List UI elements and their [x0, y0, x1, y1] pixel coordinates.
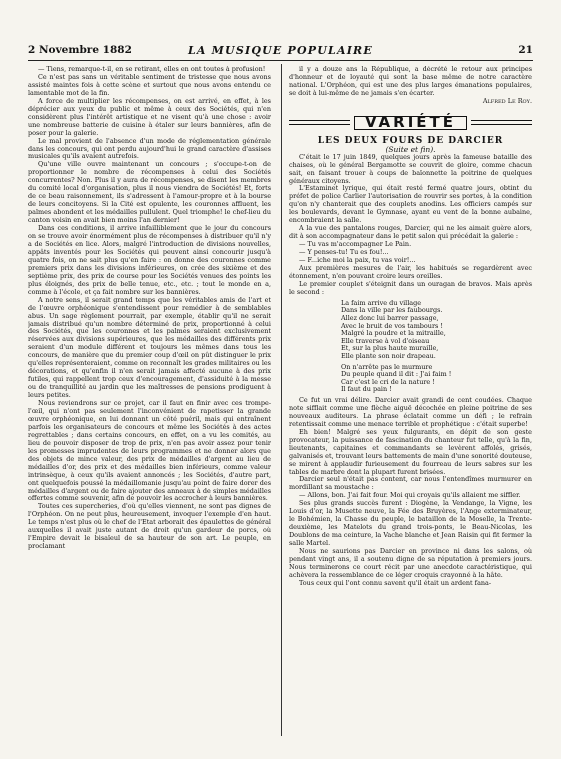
paragraph: Ce n'est pas sans un véritable sentiment de tristesse que nous avons assisté maintes fois à cette scène et surtout que nous avons entendu ce lamentable mot de la fin. — [28, 72, 271, 97]
verse-line: Et, sur la plus haute muraille, — [341, 344, 439, 353]
verse-line: Allez donc lui barrer passage, — [341, 314, 439, 323]
article-title: LES DEUX FOURS DE DARCIER — [317, 135, 504, 146]
paragraph: Eh bien! Malgré ses yeux fulgurants, en dépit de son geste provocateur, la puissance de fascination du chanteur fut telle, qu'à la fin, lieutenants, capitaines et commandants se levèrent affolés, grisés, galvanisés et, trouvant leurs battements de main d'une sonorité douteuse, se mirent à applaudir furieusement du fourreau de leurs sabres sur les tables de marbre dont la plupart furent brisées. — [289, 427, 532, 476]
page-header — [28, 44, 533, 60]
paragraph: Darcier seul n'était pas content, car nous l'entendîmes murmurer en mordillant sa moustache : — [289, 475, 532, 492]
paragraph: Tous ceux qui l'ont connu savent qu'il était un ardent fana- — [299, 578, 492, 587]
paragraph: A force de multiplier les récompenses, on est arrivé, en effet, à les déprécier aux yeux du public et même à ceux des Sociétés, qui n'en considèrent plus l'intérêt artistique et ne visent qu'à une chose : avoir une nombreuse batterie de cuisine à étaler sur leurs bannières, afin de poser pour la galerie. — [28, 96, 271, 137]
verse-line: Car c'est le cri de la nature ! — [341, 377, 435, 386]
publication-title: LA MUSIQUE POPULAIRE — [187, 44, 373, 57]
verse-line: La faim arrive du village — [341, 298, 422, 307]
paragraph: Dans ces conditions, il arrive infailliblement que le jour du concours on se trouve avoir énormément plus de récompenses à distribuer qu'il n'y a de Sociétés en lice. Alors, malgré l'introduction de divisions nouvelles, appâts inventés pour les Sociétés qui peuvent ainsi concourir jusqu'à quatre fois, on ne sait plus qu'en faire : on donne des couronnes comme premiers prix dans les divisions inférieures, on crée des sixième et des septième prix, des prix de course pour les Sociétés venues des points les plus éloignés, des prix de belle tenue, etc., etc. ; tout le monde en a, comme à l'école, et ça fait nombre sur les bannières. — [28, 224, 271, 296]
dialog-line: — Tu vas m'accompagner Le Pain. — [299, 240, 412, 249]
verse-line: Du peuple quand il dit : J'ai faim ! — [341, 370, 452, 379]
song-verse-2 — [341, 364, 532, 394]
paragraph: Ce fut un vrai délire. Darcier avait grandi de cent coudées. Chaque note sifflait comme une flèche aiguë décochée en pleine poitrine de ses nouveaux auditeurs. La phrase éclatait comme un défi ; le refrain retentissait comme une menace terrible et prophétique : c'était superbe! — [289, 395, 532, 428]
left-column — [28, 66, 271, 736]
column-divider — [281, 64, 282, 736]
paragraph: Le premier couplet s'éteignit dans un ouragan de bravos. Mais après le second : — [289, 279, 532, 296]
dialog-block — [289, 241, 532, 265]
dialog-line: — Y penses-tu! Tu es fou!... — [299, 248, 389, 257]
right-column — [289, 66, 532, 738]
verse-line: Dans la ville par les faubourgs. — [341, 306, 443, 315]
paragraph: A la vue des pantalons rouges, Darcier, qui ne les aimait guère alors, dit à son accompagnateur dans le petit salon qui précédait la galerie : — [289, 224, 532, 241]
section-banner — [289, 112, 532, 134]
verse-line: Elle traverse à vol d'oiseau — [341, 336, 430, 345]
page-number: 21 — [518, 44, 533, 56]
paragraph: il y a douze ans la République, a décrété le retour aux principes d'honneur et de loyauté qui sont la base même de notre caractère national. L'Orphéon, qui est une des plus larges émanations populaires, se doit à lui-même de ne jamais s'en écarter. — [289, 66, 532, 97]
verse-line: Elle plante son noir drapeau. — [341, 351, 436, 360]
verse-line: Il faut du pain ! — [341, 385, 392, 394]
issue-date: 2 Novembre 1882 — [28, 44, 132, 56]
section-label: VARIÉTÉ — [354, 116, 467, 130]
paragraph: Qu'une ville ouvre maintenant un concours ; s'occupe-t-on de proportionner le nombre de récompenses à celui des Sociétés concurrentes? Non. Plus il y aura de récompenses, se disent les membres du comité local d'organisation, plus il nous viendra de Sociétés! Et, forts de ce beau raisonnement, ils s'adressent à l'amour-propre et à la bourse de leurs concitoyens. Si la Cité est opulente, les couronnes affluent, les palmes abondent et les médailles pullulent. Quel triomphe! le chef-lieu du canton voisin en avait bien moins l'an dernier! — [28, 160, 271, 225]
banner-rule — [471, 120, 532, 125]
paragraph: — Allons, bon. J'ai fait four. Moi qui croyais qu'ils allaient me siffler. — [299, 491, 521, 500]
banner-rule — [289, 120, 350, 125]
paragraph: Nous ne saurions pas Darcier en province ni dans les salons, où pendant vingt ans, il a soutenu digne de sa réputation à premiers jours. Nous terminerons ce court récit par une anecdote caractéristique, qui achèvera la ressemblance de ce léger croquis crayonné à la hâte. — [289, 547, 532, 579]
paragraph: Nous reviendrons sur ce projet, car il faut en finir avec ces trompe-l'œil, qui n'ont pas seulement l'inconvénient de rapetisser la grande œuvre orphéonique, en lui donnant un côté puéril, mais qui entraînent parfois les organisateurs de concours et même les Sociétés à des actes regrettables ; dans certains concours, en effet, on a vu les comités, au lieu de pouvoir disposer de trop de prix, n'en pas avoir assez pour tenir les promesses imprudentes de leurs programmes et ne donner alors que des objets de mince valeur, des prix de médailles d'argent au lieu de médailles d'or, des prix et des médailles bien inférieurs, comme valeur intrinsèque, à ceux qu'ils avaient annoncés ; les Sociétés, d'autre part, ont quelquefois poussé la médaillomanie jusqu'au point de faire dorer des médailles d'argent ou de faire ajouter des anneaux à de simples médailles offertes comme souvenir, afin de pouvoir les accrocher à leurs bannières. — [28, 399, 271, 503]
paragraph: A notre sens, il serait grand temps que les véritables amis de l'art et de l'œuvre orphéonique s'entendissent pour remédier à de semblables abus. Un sage règlement pourrait, par exemple, établir qu'il ne serait jamais distribué qu'un nombre déterminé de prix, proportionné à celui des Sociétés, que les couronnes et les palmes seraient exclusivement réservées aux divisions supérieures, que les médailles des différents prix seraient d'un module différent et toujours les mêmes dans tous les concours, de manière que du premier coup d'œil on pût distinguer le prix qu'elles représenteraient, comme on reconnaît les grades militaires ou les décorations, et qu'enfin il n'en serait jamais affecté aucune à des prix futiles, qui rappellent trop ceux d'encouragement, d'assiduité à la messe ou de tranquillité au jardin que les maîtresses de pensions prodiguent à leurs petites. — [28, 295, 271, 400]
paragraph: Aux premières mesures de l'air, les habitués se regardèrent avec étonnement, n'en pouvant croire leurs oreilles. — [289, 264, 532, 280]
paragraph: L'Estaminet lyrique, qui était resté fermé quatre jours, obtint du préfet de police Carlier l'autorisation de rouvrir ses portes, à la condition qu'on n'y chanterait que des couplets anodins. Les officiers campés sur les boulevards, devant le Gymnase, ayant eu vent de la bonne aubaine, encombraient la salle. — [289, 184, 532, 225]
paragraph: C'était le 17 juin 1849, quelques jours après la fameuse bataille des chaises, où le général Bergamotte se couvrit de gloire, comme chacun sait, en faisant trouer à coups de baïonnette la poitrine de quelques généraux citoyens. — [289, 152, 532, 185]
author-signature: Alfred Le Roy. — [482, 96, 532, 105]
verse-line: Malgré la poudre et la mitraille, — [341, 329, 446, 338]
verse-line: On n'arrête pas le murmure — [341, 362, 433, 371]
verse-line: Avec le bruit de vos tambours ! — [341, 321, 443, 330]
dialog-line: — F...iche moi la paix, tu vas voir!... — [299, 256, 416, 265]
paragraph: — Tiens, remarque-t-il, en se retirant, elles en ont toutes à profusion! — [38, 66, 266, 73]
paragraph: Le mal provient de l'absence d'un mode de réglementation générale dans les concours, qui ont perdu aujourd'hui le grand caractère d'assises musicales qu'ils avaient autrefois. — [28, 136, 271, 161]
song-verse-1 — [341, 300, 532, 361]
header-rule — [28, 60, 533, 61]
paragraph: Ses plus grands succès furent : Diogène, la Vendange, la Vigne, les Louis d'or, la Musette neuve, la Fée des Bruyères, l'Ange exterminateur, le Bohémien, la Chasse du peuple, le bataillon de la Moselle, la Trente-deuxième, les Matelots du grand trois-ponts, le Beau-Nicolas, les Doublons de ma ceinture, la Vache blanche et Jean Raisin qui fit fermer la salle Martel. — [289, 499, 532, 548]
paragraph: Toutes ces supercheries, d'où qu'elles viennent, ne sont pas dignes de l'Orphéon. On ne peut plus, heureusement, invoquer l'exemple d'en haut. Le temps n'est plus où le chef de l'Etat arborait des épaulettes de général auxquelles il avait juste autant de droit qu'un gardeur de porcs, où l'Empire devait le bisaïeul de sa hauteur de son art. Le peuple, en proclamant — [28, 502, 271, 551]
article-subtitle: (Suite et fin). — [385, 144, 436, 154]
